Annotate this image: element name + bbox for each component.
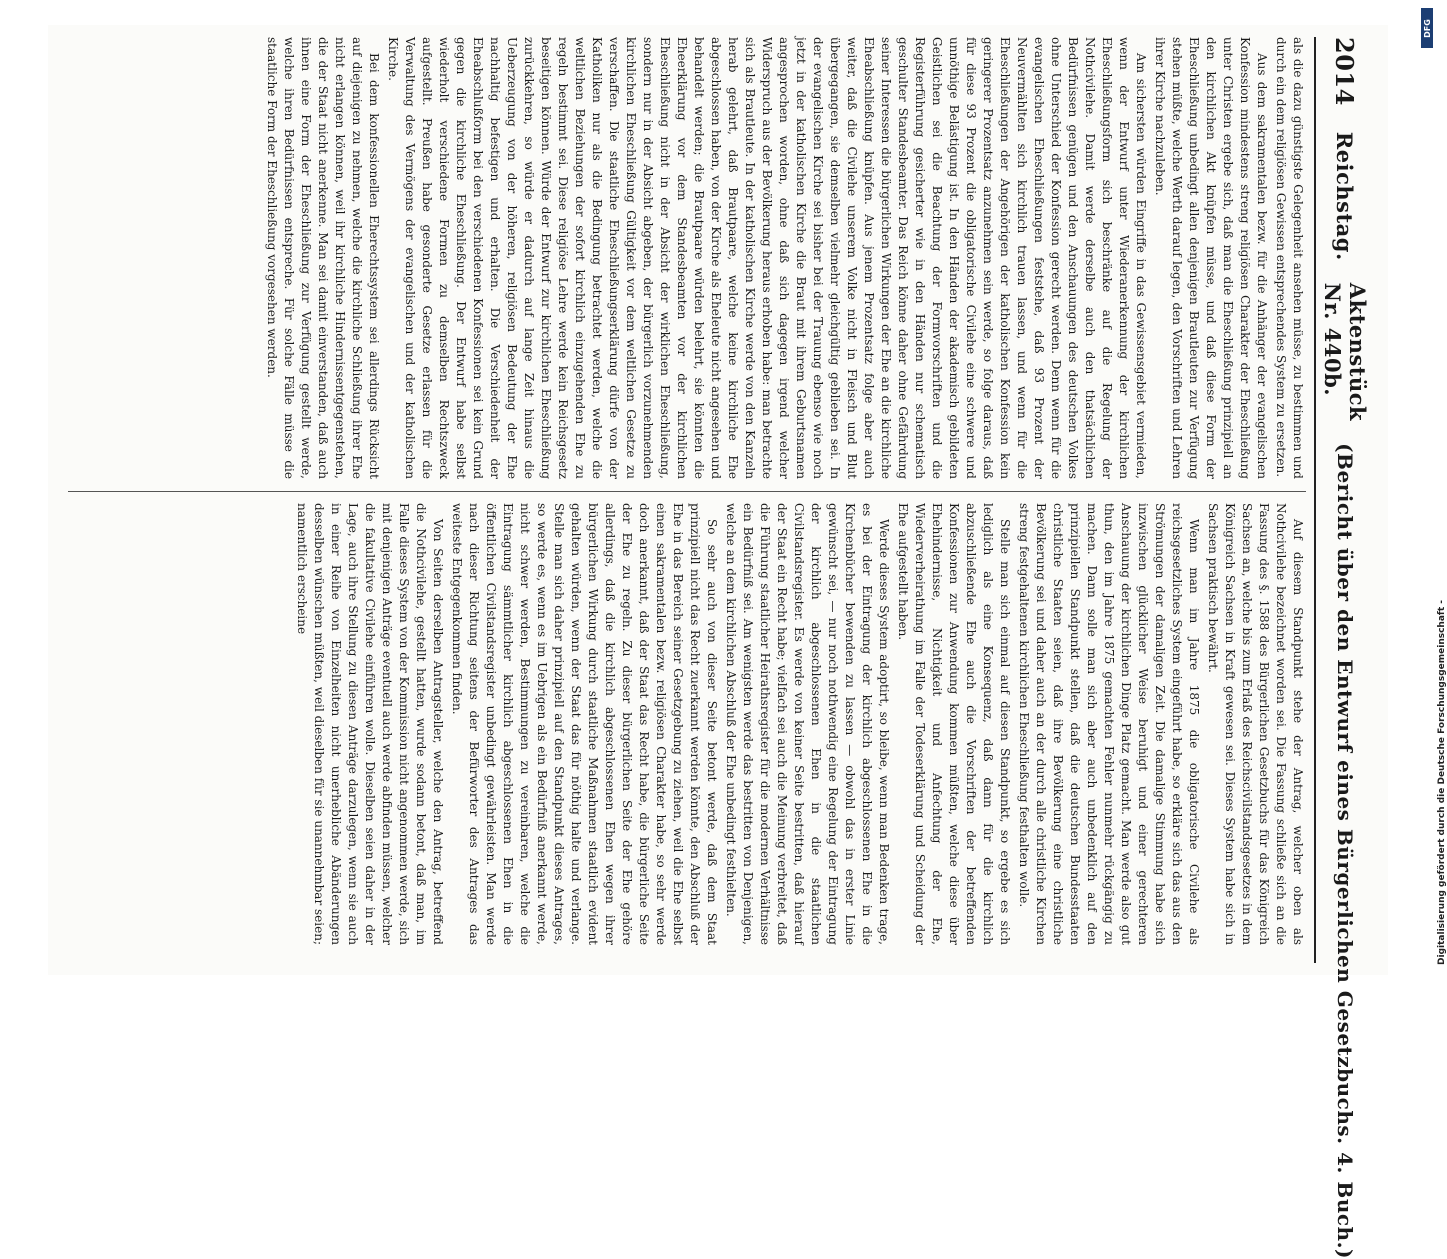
paragraph: Wenn man im Jahre 1875 die obligatorische Civilehe als reichsgesetzliches System eingeführt habe, so erkläre sich das aus den Strömungen der damaligen Zeit. Die damalige Stimmung habe sich inzwischen glücklicher Weise beruhigt und einer gerechteren Anschauung der kirchlichen Dinge Platz gemacht. Man werde also gut thun, den im Jahre 1875 gemachten Fehler nunmehr rückgängig zu machen. Dann solle man sich aber auch unbedenklich auf den prinzipiellen Standpunkt stellen, daß die deutschen Bundesstaaten christliche Staaten seien, daß ihre Bevölkerung eine christliche Bevölkerung sei und daher auch an der durch alle christliche Kirchen streng festgehaltenen kirchlichen Eheschließung festhalten wolle. [1017, 503, 1201, 945]
header-rule [1314, 37, 1316, 963]
running-title: Reichstag. [1332, 131, 1358, 261]
credit-text: Digitalisierung gefördert durch die Deutsche Forschungsgemeinschaft - [1437, 600, 1447, 965]
header-subject: (Bericht über den Entwurf eines Bürgerlichen Gesetzbuchs. 4. Buch.) [1333, 443, 1357, 1259]
paragraph: Stelle man sich einmal auf diesen Standpunkt, so ergebe es sich lediglich als eine Konsequenz, daß dann für die kirchlich abzuschließende Ehe auch die Vorschriften der betreffenden Konfessionen zur Anwendung kommen müßten, welche diese über Ehehindernisse, Nichtigkeit und Anfechtung der Ehe, Wiederverheirathung im Falle der Todeserklärung und Scheidung der Ehe aufgestellt haben. [896, 503, 1012, 945]
paragraph: Am sichersten würden Eingriffe in das Gewissensgebiet vermieden, wenn der Entwurf unter Wiederanerkennung der kirchlichen Eheschließungsform sich beschränke auf die Regelung der Nothcivilehe. Damit werde derselbe auch den thatsächlichen Bedürfnissen genügen und den Anschauungen des deutschen Volkes ohne Unterschied der Konfession gerecht werden. Denn wenn für die evangelischen Eheschließungen feststehe, daß 93 Prozent der Neuvermählten sich kirchlich trauen lassen, und wenn für die Eheschließungen der Angehörigen der katholischen Konfession kein geringerer Prozentsatz anzunehmen sein werde, so folge daraus, daß für diese 93 Prozent die obligatorische Civilehe eine schwere und unnöthige Belästigung ist. In den Händen der akademisch gebildeten Geistlichen sei die Beachtung der Formvorschriften und die Registerführung gesicherter wie in den Händen nur schematisch geschulter Standesbeamter. Das Reich könne daher ohne Gefährdung seiner Interessen die bürgerlichen Wirkungen der Ehe an die kirchliche Eheabschließung knüpfen. Aus jenem Prozentsatz folge aber auch weiter, daß die Civilehe unserem Volke nicht in Fleisch und Blut übergegangen, sie demselben vielmehr gleichgültig geblieben sei. In der evangelischen Kirche sei bisher bei der Trauung ebenso wie noch jetzt in der katholischen Kirche die Braut mit ihrem Geburtsnamen angesprochen worden, ohne daß sich dagegen irgend welcher Widerspruch aus der Bevölkerung heraus erhoben habe: man betrachte sich als Brautleute. In der katholischen Kirche werde von den Kanzeln herab gelehrt, daß Brautpaare, welche keine kirchliche Ehe abgeschlossen haben, von der Kirche als Eheleute nicht angesehen und behandelt werden; die Brautpaare würden belehrt, sie könnten die Eheerklärung vor dem Standesbeamten vor der kirchlichen Eheschließung nicht in der Absicht der wirklichen Eheschließung, sondern nur in der Absicht abgeben, der bürgerlich vorzunehmenden kirchlichen Eheschließung Gültigkeit vor dem weltlichen Gesetze zu verschaffen. Die staatliche Eheschließungserklärung dürfe von der Katholiken nur als die Bedingung betrachtet werden, welche die weltlichen Beziehungen der sofort kirchlich einzugehenden Ehe zu regeln bestimmt sei. Diese religiöse Lehre werde kein Reichsgesetz beseitigen können. Würde der Entwurf zur kirchlichen Eheschließung zurückkehren, so würde er dadurch auf lange Zeit hinaus die Ueberzeugung von der höheren, religiösen Bedeutung der Ehe nachhaltig befestigen und erhalten. Die Verschiedenheit der Eheabschlußform bei den verschiedenen Konfessionen sei kein Grund gegen die kirchliche Eheschließung. Der Entwurf habe selbst wiederholt verschiedene Formen zu demselben Rechtszweck aufgestellt. Preußen habe gesonderte Gesetze erlassen für die Verwaltung des Vermögens der evangelischen und der katholischen Kirche. [386, 37, 1148, 479]
paragraph: Werde dieses System adoptirt, so bleibe, wenn man Bedenken trage, es bei der Eintragung der kirchlich abgeschlossenen Ehe in die Kirchenbücher bewenden zu lassen — obwohl das in erster Linie gewünscht sei, — nur noch nothwendig eine Regelung der Eintragung der kirchlich abgeschlossenen Ehen in die staatlichen Civilstandsregister. Es werde von keiner Seite bestritten, daß hierauf der Staat ein Recht habe; vielfach sei auch die Meinung verbreitet, daß die Führung staatlicher Heirathsregister für die modernen Verhältnisse ein Bedürfniß sei. Am wenigsten werde das bestritten von Denjenigen, welche an dem kirchlichen Abschluß der Ehe unbedingt festhielten. [724, 503, 891, 945]
dfg-logo: DFG [1421, 8, 1433, 48]
scanned-page [48, 25, 1388, 1259]
page-number: 2014 [1330, 37, 1360, 106]
text-column-right [66, 503, 1306, 945]
paragraph: Bei dem konfessionellen Eherechtssystem sei allerdings Rücksicht auf diejenigen zu nehmen, welche die kirchliche Schließung ihrer Ehe nicht erlangen können, weil ihr kirchliche Hindernissentgegenstehen, die der Staat nicht anerkenne. Man sei damit einverstanden, daß auch ihnen eine Form der Eheschließung zur Verfügung gestellt werde, welche ihren Bedürfnissen entspreche. Für solche Fälle müsse die staatliche Form der Eheschließung vorgesehen werden. [265, 37, 381, 479]
column-divider [68, 491, 1306, 492]
text-column-left [66, 37, 1306, 479]
page-header [1320, 37, 1370, 1259]
paragraph: Aus dem sakramentalen bezw. für die Anhänger der evangelischen Konfession mindestens streng religiösen Charakter der Eheschließung unter Christen ergebe sich, daß man die Eheschließung prinzipiell an den kirchlichen Akt knüpfen müsse, und daß diese Form der Eheschließung unbedingt allen denjenigen Brautleuten zur Verfügung stehen müßte, welche Werth darauf legen, den Vorschriften und Lehren ihrer Kirche nachzuleben. [1153, 37, 1269, 479]
paragraph: Auf diesem Standpunkt stehe der Antrag, welcher oben als Nothcivilehe bezeichnet worden sei. Die Fassung schließe sich an die Fassung des §. 1588 des Bürgerlichen Gesetzbuchs für das Königreich Sachsen an, welche bis zum Erlaß des Reichscivilstandsgesetzes in dem Königreich Sachsen in Kraft gewesen sei. Dieses System habe sich in Sachsen praktisch bewährt. [1206, 503, 1305, 945]
paragraph: So sehr auch von dieser Seite betont werde, daß dem Staat prinzipiell nicht das Recht zuerkannt werden könnte, den Abschluß der Ehe in das Bereich seiner Gesetzgebung zu ziehen, weil die Ehe selbst einen sakramentalen bezw. religiösen Charakter habe, so sehr werde doch anerkannt, daß der Staat das Recht habe, die bürgerliche Seite der Ehe zu regeln. Zu dieser bürgerlichen Seite der Ehe gehöre allerdings, daß die kirchlich abgeschlossenen Ehen wegen ihrer bürgerlichen Wirkung durch staatliche Maßnahmen staatlich evident gehalten würden, wenn der Staat das für nöthig halte und verlange. Stelle man sich daher prinzipiell auf den Standpunkt dieses Antrages, so werde es, wenn es im Uebrigen als ein Bedürfniß anerkannt werde, nicht schwer werden, Bestimmungen zu vereinbaren, welche die Eintragung sämmtlicher kirchlich abgeschlossenen Ehen in die öffentlichen Civilstandsregister unbedingt gewährleisten. Man werde nach dieser Richtung seitens der Befürworter des Antrages das weiteste Entgegenkommen finden. [450, 503, 719, 945]
document-number: Aktenstück Nr. 440b. [1320, 282, 1370, 422]
paragraph: als die dazu günstigste Gelegenheit ansehen müsse, zu bestimmen und durch ein dem religiösen Gewissen entsprechendes System zu ersetzen. [1274, 37, 1305, 479]
paragraph: Von Seiten derselben Antragsteller, welche den Antrag, betreffend die Nothcivilehe, gestellt hatten, wurde sodann betont, daß man, im Falle dieses System von der Kommission nicht angenommen werde, sich mit denjenigen Anträge eventuell auch werde abfinden müssen, welcher die fakultative Civilehe einführen wolle. Dieselben seien daher in der Lage, auch ihre Stellung zu diesen Anträge darzulegen, wenn sie auch in einer Reihe von Einzelheiten nicht unerhebliche Abänderungen desselben wünschen müßten, weil dieselben für sie unannehmbar seien; namentlich erscheine [295, 503, 445, 945]
digitisation-credit [1420, 0, 1447, 1000]
